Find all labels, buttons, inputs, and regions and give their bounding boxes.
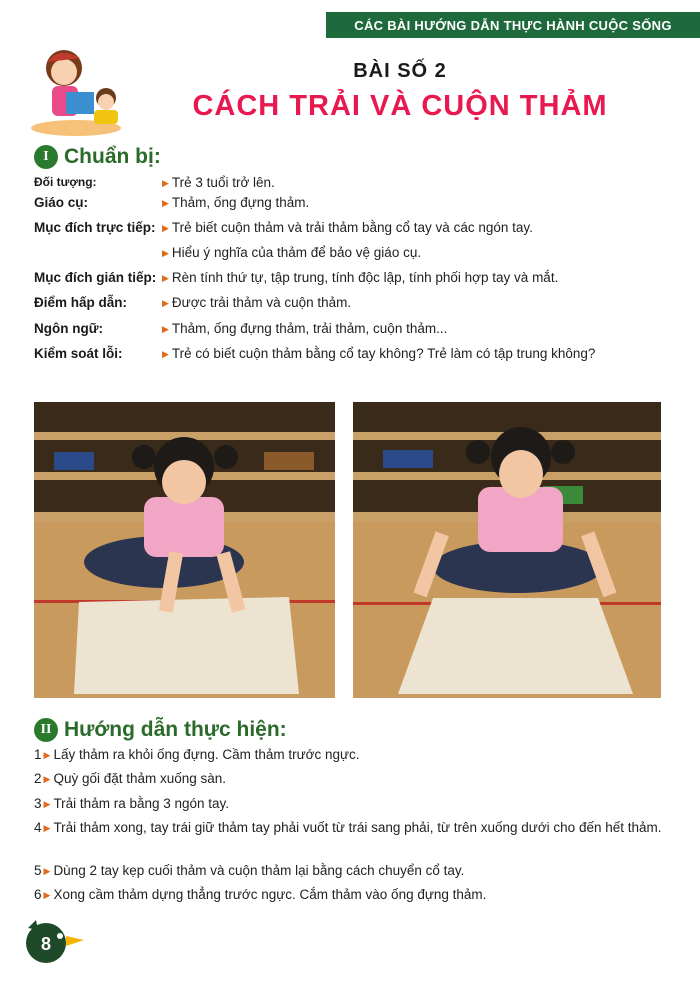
- section-badge: I: [34, 145, 58, 169]
- bird-icon: [22, 918, 92, 968]
- bullet-icon: ▶: [162, 273, 169, 283]
- page-number-badge: [22, 918, 70, 966]
- prep-row: [34, 269, 558, 287]
- lesson-number: BÀI SỐ 2: [353, 60, 447, 82]
- step-number: 1: [34, 747, 42, 762]
- section-label: Chuẩn bị:: [64, 145, 161, 168]
- row-label: Mục đích gián tiếp:: [34, 270, 157, 285]
- step-text: Xong cầm thảm dựng thẳng trước ngực. Cắm thảm vào ống đựng thảm.: [53, 887, 487, 902]
- step-item: [34, 861, 674, 881]
- step-text: Dùng 2 tay kẹp cuối thảm và cuộn thảm lại bằng cách chuyển cổ tay.: [53, 863, 465, 878]
- bullet-icon: ▶: [43, 890, 51, 900]
- row-value: Thảm, ống đựng thảm.: [171, 195, 310, 210]
- section-badge: II: [34, 718, 58, 742]
- bullet-icon: ▶: [162, 198, 169, 208]
- bullet-icon: ▶: [162, 298, 169, 308]
- bullet-icon: ▶: [43, 799, 51, 809]
- reading-girl-illustration: [26, 40, 126, 140]
- prep-row: [34, 174, 275, 192]
- row-label: Kiểm soát lỗi:: [34, 346, 123, 361]
- step-text: Trải thảm xong, tay trái giữ thảm tay phải vuốt từ trái sang phải, từ trên xuống dưới cho đến hết thảm.: [53, 820, 662, 835]
- step-text: Trải thảm ra bằng 3 ngón tay.: [53, 796, 230, 811]
- step-item: [34, 745, 674, 765]
- bullet-icon: ▶: [162, 223, 169, 233]
- photo-spreading-mat-left: [34, 402, 335, 698]
- bullet-icon: ▶: [162, 349, 169, 359]
- bullet-icon: ▶: [162, 178, 169, 188]
- step-item: [34, 794, 674, 814]
- prep-row: [34, 320, 447, 338]
- step-item: [34, 769, 674, 789]
- row-label: Ngôn ngữ:: [34, 321, 104, 336]
- row-value: Trẻ có biết cuộn thảm bằng cổ tay không? Trẻ làm có tập trung không?: [171, 346, 596, 361]
- prep-row: [34, 294, 351, 312]
- row-label: Mục đích trực tiếp:: [34, 220, 156, 235]
- step-number: 2: [34, 771, 42, 786]
- bullet-icon: ▶: [43, 866, 51, 876]
- row-label: Giáo cụ:: [34, 195, 89, 210]
- lesson-title: CÁCH TRẢI VÀ CUỘN THẢM: [192, 90, 608, 122]
- row-value: Rèn tính thứ tự, tập trung, tính độc lập, tính phối hợp tay và mắt.: [171, 270, 559, 285]
- step-item: [34, 885, 674, 905]
- series-header: CÁC BÀI HƯỚNG DẪN THỰC HÀNH CUỘC SỐNG: [326, 12, 700, 38]
- row-label: Điểm hấp dẫn:: [34, 295, 128, 310]
- step-item: [34, 818, 674, 838]
- row-value: Được trải thảm và cuộn thảm.: [171, 295, 352, 310]
- page-number: 8: [40, 934, 52, 954]
- step-text: Lấy thảm ra khỏi ống đựng. Cầm thảm trước ngực.: [53, 747, 360, 762]
- step-number: 3: [34, 796, 42, 811]
- step-number: 4: [34, 820, 42, 835]
- section-prep-heading: [34, 145, 161, 169]
- prep-row: [34, 345, 595, 363]
- bullet-icon: ▶: [162, 324, 169, 334]
- row-value: Hiểu ý nghĩa của thảm để bảo vệ giáo cụ.: [171, 245, 422, 260]
- row-value: Thảm, ống đựng thảm, trải thảm, cuộn thảm...: [171, 321, 448, 336]
- bullet-icon: ▶: [43, 750, 51, 760]
- row-label: Đối tượng:: [34, 175, 97, 189]
- step-number: 5: [34, 863, 42, 878]
- step-number: 6: [34, 887, 42, 902]
- prep-row: [34, 244, 421, 262]
- bullet-icon: ▶: [43, 774, 51, 784]
- prep-row: [34, 194, 309, 212]
- row-value: Trẻ biết cuộn thảm và trải thảm bằng cổ tay và các ngón tay.: [171, 220, 533, 235]
- row-label: [34, 244, 162, 262]
- step-text: Quỳ gối đặt thảm xuống sàn.: [53, 771, 227, 786]
- row-value: Trẻ 3 tuổi trở lên.: [171, 175, 275, 190]
- bullet-icon: ▶: [162, 248, 169, 258]
- section-guide-heading: [34, 718, 287, 742]
- section-label: Hướng dẫn thực hiện:: [64, 718, 287, 741]
- prep-row: [34, 219, 533, 237]
- photo-spreading-mat-right: [353, 402, 661, 698]
- bullet-icon: ▶: [43, 823, 51, 833]
